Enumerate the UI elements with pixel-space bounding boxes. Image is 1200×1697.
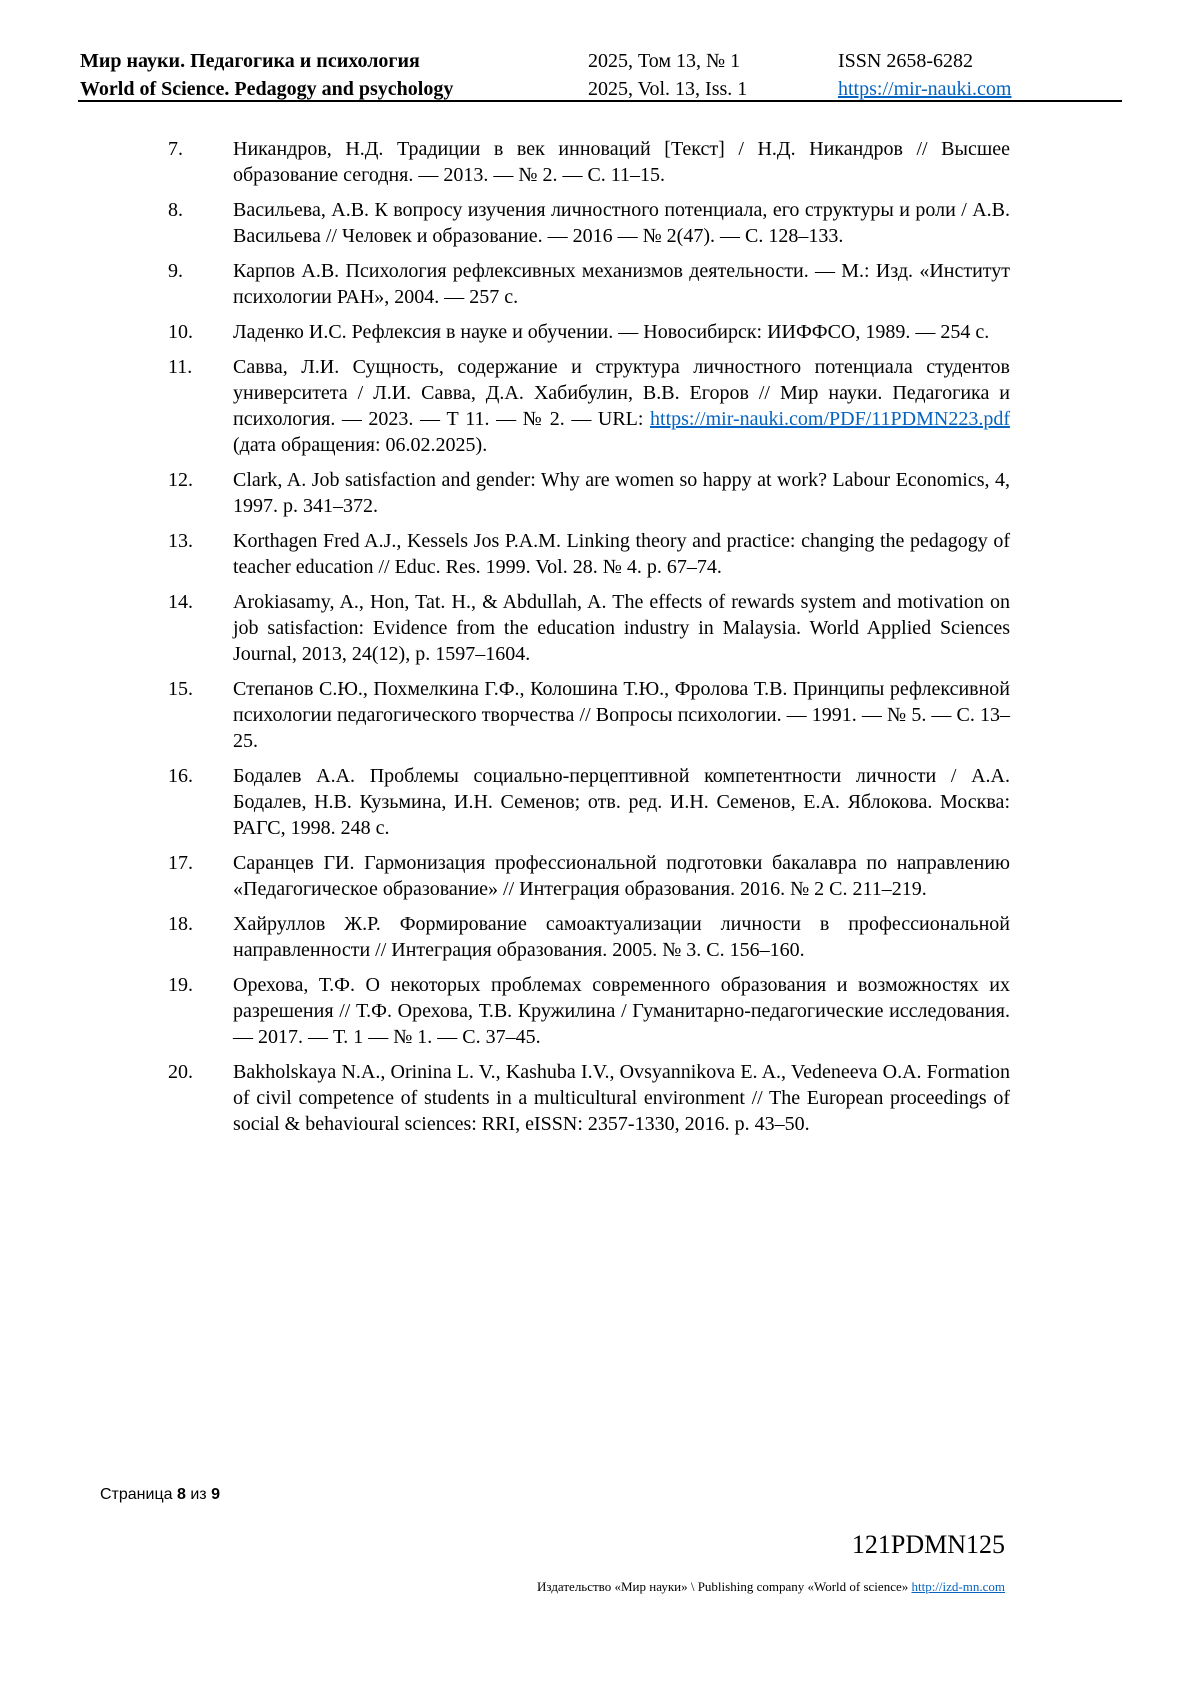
reference-number: 14. — [168, 591, 193, 613]
reference-text-part: (дата обращения: 06.02.2025). — [233, 434, 488, 456]
page-header — [80, 47, 1124, 103]
journal-title-en: World of Science. Pedagogy and psychology — [80, 78, 454, 100]
reference-number: 13. — [168, 530, 193, 552]
reference-text: Хайруллов Ж.Р. Формирование самоактуализации личности в профессиональной направленности // Интеграция образования. 2005. № 3. С. 156–160. — [233, 913, 1010, 961]
reference-text — [233, 354, 1010, 458]
issue-info-ru: 2025, Том 13, № 1 — [588, 50, 741, 72]
reference-text: Степанов С.Ю., Похмелкина Г.Ф., Колошина Т.Ю., Фролова Т.В. Принципы рефлексивной психологии педагогического творчества // Вопросы психологии. — 1991. — № 5. — С. 13–25. — [233, 678, 1010, 752]
reference-text: Arokiasamy, A., Hon, Tat. H., & Abdullah, A. The effects of rewards system and motivation on job satisfaction: Evidence from the education industry in Malaysia. World Applied Sciences Journal, 2013, 24(12), p. 1597–1604. — [233, 591, 1010, 665]
reference-number: 15. — [168, 678, 193, 700]
reference-text-part: Савва, Л.И. Сущность, содержание и структура личностного потенциала студентов университета / Л.И. Савва, Д.А. Хабибулин, В.В. Егоров // Мир науки. Педагогика и психология. — 2023. — Т 11. — № 2. — URL: — [233, 356, 1010, 430]
publisher-text: Издательство «Мир науки» \ Publishing company «World of science» — [537, 1579, 912, 1594]
journal-title-ru: Мир науки. Педагогика и психология — [80, 50, 420, 72]
header-divider — [78, 100, 1122, 102]
reference-pdf-link[interactable]: https://mir-nauki.com/PDF/11PDMN223.pdf — [650, 408, 1010, 430]
reference-item — [168, 763, 1010, 841]
page-current: 8 — [176, 1486, 186, 1503]
reference-text: Бодалев А.А. Проблемы социально-перцептивной компетентности личности / А.А. Бодалев, Н.В. Кузьмина, И.Н. Семенов; отв. ред. И.Н. Семенов, Е.А. Яблокова. Москва: РАГС, 1998. 248 с. — [233, 765, 1010, 839]
issn-block — [838, 47, 1124, 103]
reference-number: 20. — [168, 1061, 193, 1083]
reference-number: 10. — [168, 321, 193, 343]
reference-text: Korthagen Fred A.J., Kessels Jos P.A.M. Linking theory and practice: changing the pedagogy of teacher education // Educ. Res. 1999. Vol. 28. № 4. p. 67–74. — [233, 530, 1010, 578]
reference-text: Clark, A. Job satisfaction and gender: Why are women so happy at work? Labour Economics, 4, 1997. p. 341–372. — [233, 469, 1010, 517]
reference-number: 18. — [168, 913, 193, 935]
reference-text: Васильева, А.В. К вопросу изучения личностного потенциала, его структуры и роли / А.В. Васильева // Человек и образование. — 2016 — № 2(47). — С. 128–133. — [233, 199, 1010, 247]
reference-number: 12. — [168, 469, 193, 491]
page-of-word: из — [190, 1486, 207, 1503]
reference-item — [168, 850, 1010, 902]
reference-item — [168, 528, 1010, 580]
journal-title-block — [80, 47, 588, 103]
reference-number: 19. — [168, 974, 193, 996]
reference-item — [168, 589, 1010, 667]
reference-text: Никандров, Н.Д. Традиции в век инноваций [Текст] / Н.Д. Никандров // Высшее образование сегодня. — 2013. — № 2. — С. 11–15. — [233, 138, 1010, 186]
document-code: 121PDMN125 — [851, 1530, 1005, 1559]
reference-text: Карпов А.В. Психология рефлексивных механизмов деятельности. — М.: Изд. «Институт психологии РАН», 2004. — 257 с. — [233, 260, 1010, 308]
reference-item — [168, 354, 1010, 458]
journal-site-link[interactable]: https://mir-nauki.com — [838, 78, 1012, 100]
reference-number: 11. — [168, 356, 193, 378]
reference-text: Ладенко И.С. Рефлексия в науке и обучении. — Новосибирск: ИИФФСО, 1989. — 254 с. — [233, 321, 990, 343]
page-total: 9 — [211, 1486, 220, 1503]
issue-info-block — [588, 47, 838, 103]
issn-label: ISSN 2658-6282 — [838, 50, 974, 72]
reference-text: Саранцев ГИ. Гармонизация профессиональной подготовки бакалавра по направлению «Педагогическое образование» // Интеграция образования. 2016. № 2 С. 211–219. — [233, 852, 1010, 900]
publisher-site-link[interactable]: http://izd-mn.com — [911, 1579, 1005, 1594]
reference-item — [168, 258, 1010, 310]
reference-item — [168, 319, 1010, 345]
reference-text: Орехова, Т.Ф. О некоторых проблемах современного образования и возможностях их разрешения // Т.Ф. Орехова, Т.В. Кружилина / Гуманитарно-педагогические исследования. — 2017. — Т. 1 — № 1. — С. 37–45. — [233, 974, 1010, 1048]
page-word: Страница — [100, 1486, 173, 1503]
references-list — [168, 136, 1010, 1146]
reference-item — [168, 467, 1010, 519]
reference-item — [168, 911, 1010, 963]
reference-number: 17. — [168, 852, 193, 874]
reference-number: 8. — [168, 199, 183, 221]
reference-item — [168, 676, 1010, 754]
page-number-indicator — [100, 1486, 220, 1504]
publisher-line — [537, 1579, 1005, 1595]
reference-item — [168, 136, 1010, 188]
reference-item — [168, 197, 1010, 249]
reference-number: 16. — [168, 765, 193, 787]
issue-info-en: 2025, Vol. 13, Iss. 1 — [588, 78, 748, 100]
reference-number: 9. — [168, 260, 183, 282]
reference-item — [168, 972, 1010, 1050]
reference-item — [168, 1059, 1010, 1137]
reference-text: Bakholskaya N.A., Orinina L. V., Kashuba I.V., Ovsyannikova E. A., Vedeneeva O.A. Formation of civil competence of students in a multicultural environment // The European proceedings of social & behavioural sciences: RRI, eISSN: 2357-1330, 2016. p. 43–50. — [233, 1061, 1010, 1135]
reference-number: 7. — [168, 138, 183, 160]
